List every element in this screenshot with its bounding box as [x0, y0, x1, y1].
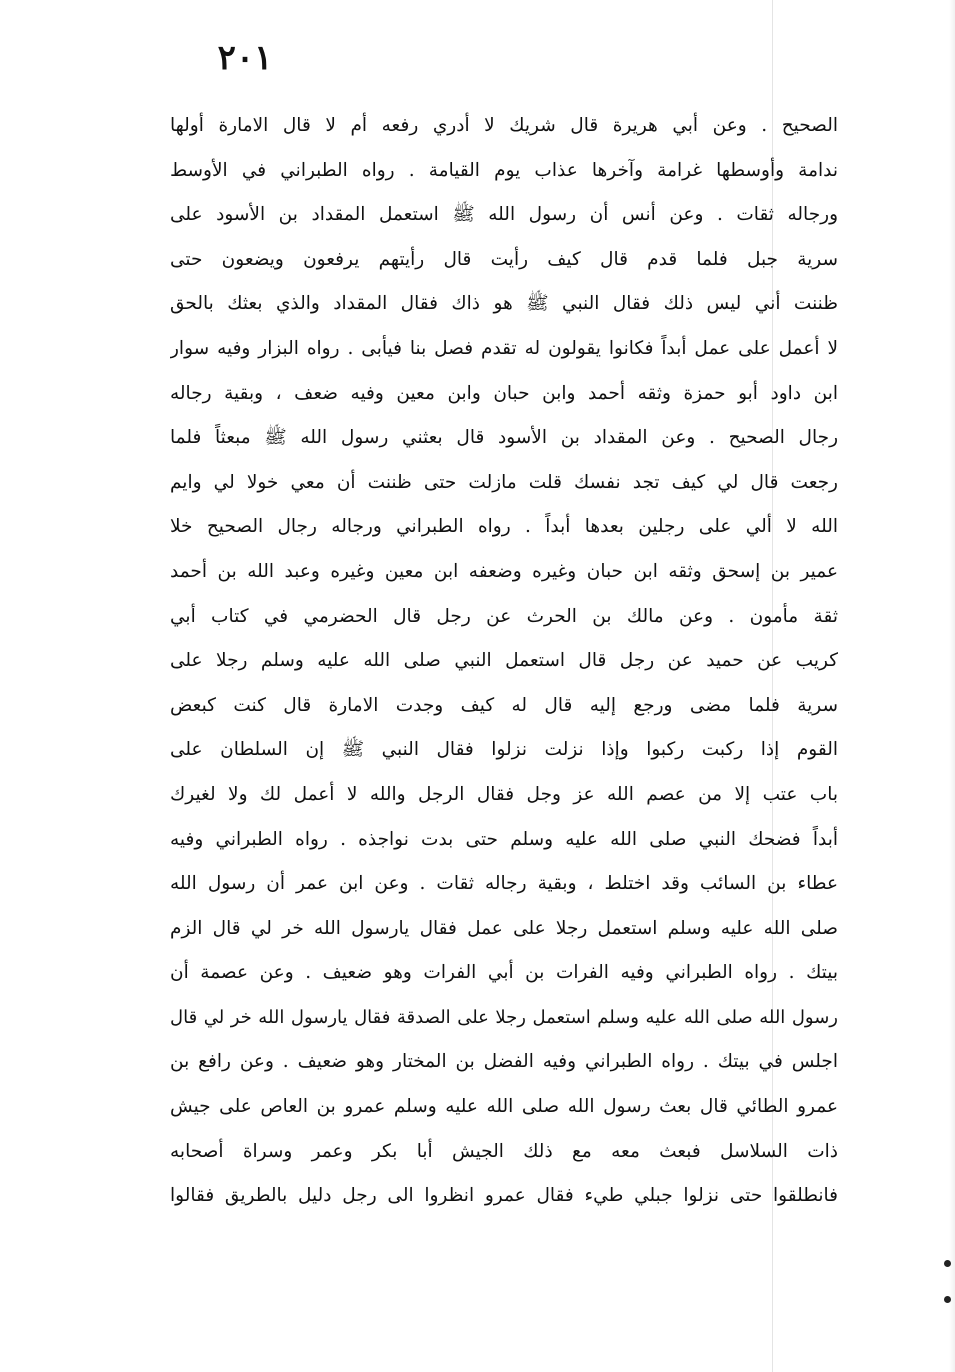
- text-line: الصحيح . وعن أبي هريرة قال شريك لا أدري رفعه أم لا قال الامارة أولها: [170, 115, 838, 136]
- body-text: [170, 104, 838, 1219]
- text-line: كريب عن حميد عن رجل قال استعمل النبي صلى الله عليه وسلم رجلا على: [170, 650, 838, 672]
- edge-mark: [944, 1260, 951, 1267]
- text-line: فانطلقوا حتى نزلوا جبلي طيء فقال عمرو انظروا الى رجل دليل بالطريق فقالوا: [170, 1185, 838, 1207]
- text-line: بيتك . رواه الطبراني وفيه الفرات بن أبي الفرات وهو ضعيف . وعن عصمة أن: [170, 962, 838, 984]
- text-line: باب عتب إلا من عصم الله عز وجل فقال الرجل والله لا أعمل لك ولا لغيرك: [170, 783, 838, 805]
- text-line: ورجاله ثقات . وعن أنس أن رسول الله ﷺ استعمل المقداد بن الأسود على: [170, 204, 838, 226]
- text-line: ابن داود أبو حمزة وثقه أحمد وابن حبان وابن معين وفيه ضعف ، وبقية رجاله: [170, 382, 838, 404]
- text-line: سرية جبل فلما قدم قال كيف رأيت قال رأيتهم يرفعون ويضعون حتى: [170, 248, 838, 270]
- text-line: صلى الله عليه وسلم استعمل رجلا على عمل فقال يارسول الله خر لي قال الزم: [170, 917, 838, 939]
- text-line: لا أعمل على عمل أبداً فكانوا يقولون له تقدم فصل بنا فيأبى . رواه البزار وفيه سوار: [170, 337, 838, 359]
- page-number: ٢٠١: [217, 38, 273, 78]
- edge-mark: [944, 1296, 951, 1303]
- text-line: رجال الصحيح . وعن المقداد بن الأسود قال بعثني رسول الله ﷺ مبعثاً فلما: [170, 427, 838, 449]
- text-line: أبداً فضحك النبي صلى الله عليه وسلم حتى بدت نواجذه . رواه الطبراني وفيه: [170, 828, 838, 850]
- text-line: اجلس في بيتك . رواه الطبراني وفيه الفضل بن المختار وهو ضعيف . وعن رافع بن: [170, 1051, 838, 1073]
- text-line: القوم إذا ركبت ركبوا وإذا نزلت نزلوا فقال النبي ﷺ إن السلطان على: [170, 739, 838, 761]
- text-line: رسول الله صلى الله عليه وسلم استعمل رجلا على الصدقة فقال يارسول الله خر لي قال: [170, 1006, 838, 1028]
- text-line: سرية فلما مضى ورجع إليه قال له كيف وجدت الامارة قال كنت كبعض: [170, 694, 838, 716]
- page-edge-shadow: [949, 0, 955, 1372]
- text-line: ثقة مأمون . وعن مالك بن الحرث عن رجل قال الحضرمي في كتاب أبي: [170, 605, 838, 627]
- text-line: عمرو الطائي قال بعث رسول الله صلى الله عليه وسلم عمرو بن العاص على جيش: [170, 1096, 838, 1118]
- text-line: رجعت قال لي كيف تجد نفسك قلت مازلت حتى ظننت أن معي خولا لي وايم: [170, 471, 838, 493]
- text-line: ظننت أني ليس ذلك فقال النبي ﷺ هو ذاك فقال المقداد والذي بعثك بالحق: [170, 293, 838, 315]
- text-line: ندامة وأوسطها غرامة وآخرها عذاب يوم القيامة . رواه الطبراني في الأوسط: [170, 159, 838, 181]
- text-line: ذات السلاسل فبعث معه مع ذلك الجيش أبا بكر وعمر وسراة أصحابه: [170, 1140, 838, 1162]
- text-line: الله لا ألي على رجلين بعدها أبداً . رواه الطبراني ورجاله رجال الصحيح خلا: [170, 516, 838, 538]
- text-line: عمير بن إسحق وثقه ابن حبان وغيره وضعفه ابن معين وغيره وعبد الله بن أحمد: [170, 560, 838, 582]
- text-line: عطاء بن السائب وقد اختلط ، وبقية رجاله ثقات . وعن ابن عمر أن رسول الله: [170, 873, 838, 895]
